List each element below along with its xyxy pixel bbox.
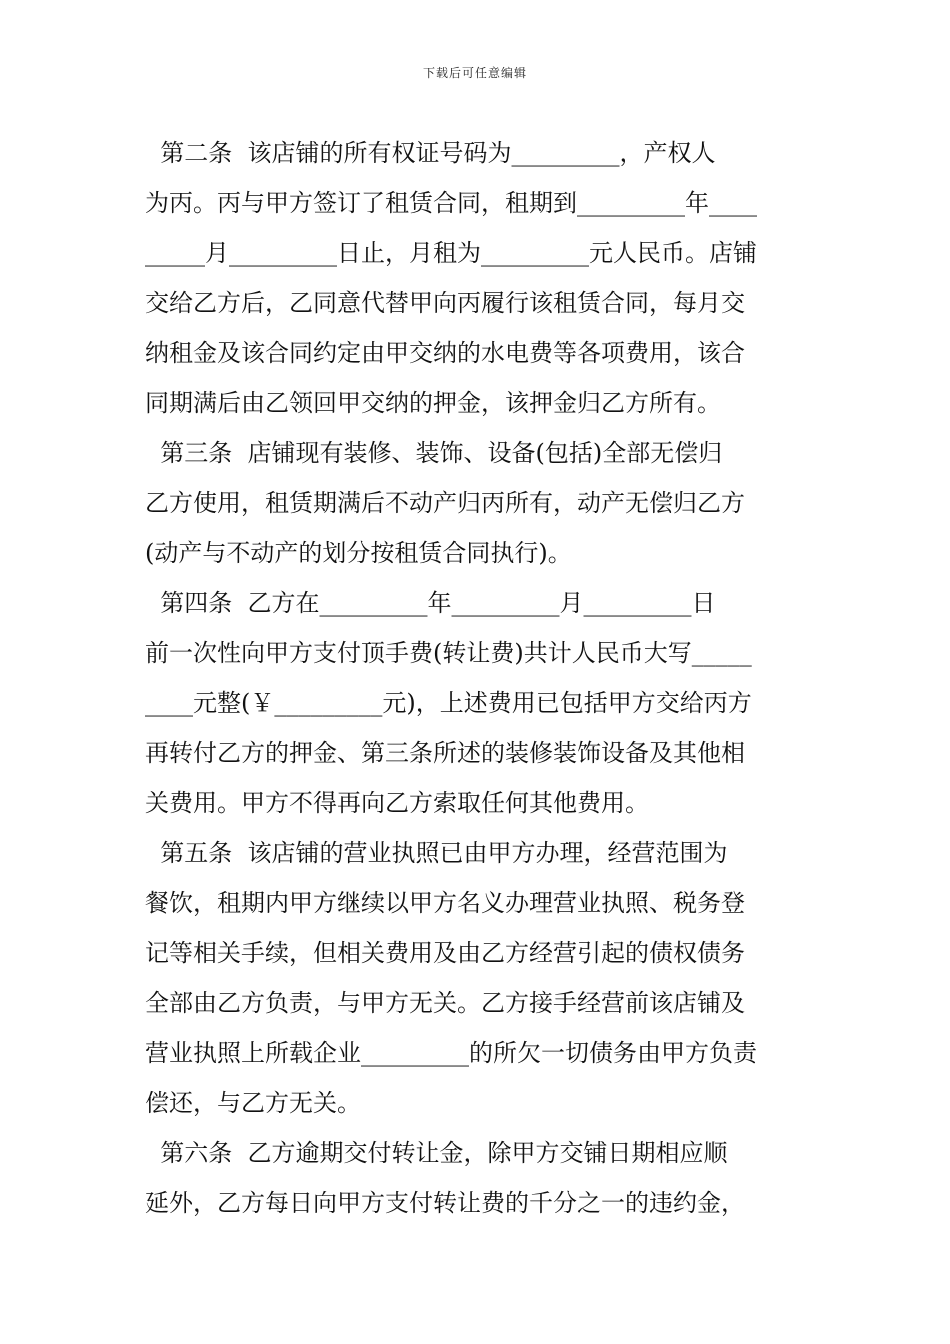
text-line: 第四条 乙方在_________年_________月_________日: [145, 589, 716, 617]
clause-2: [145, 128, 805, 428]
text-line: 第三条 店铺现有装修、装饰、设备(包括)全部无偿归: [145, 439, 723, 467]
text-line: 前一次性向甲方支付顶手费(转让费)共计人民币大写_____: [145, 639, 752, 667]
text-line: 第二条 该店铺的所有权证号码为_________，产权人: [145, 139, 716, 167]
text-line: 纳租金及该合同约定由甲交纳的水电费等各项费用，该合: [145, 339, 745, 367]
text-line: 延外，乙方每日向甲方支付转让费的千分之一的违约金，: [145, 1189, 745, 1217]
text-line: (动产与不动产的划分按租赁合同执行)。: [145, 539, 572, 567]
text-line: 第五条 该店铺的营业执照已由甲方办理，经营范围为: [145, 839, 728, 867]
text-line: 为丙。丙与甲方签订了租赁合同，租期到_________年____: [145, 189, 757, 217]
clause-3: [145, 428, 805, 578]
text-line: 全部由乙方负责，与甲方无关。乙方接手经营前该店铺及: [145, 989, 745, 1017]
page-header: 下载后可任意编辑: [422, 66, 527, 80]
text-line: ____元整(￥_________元)，上述费用已包括甲方交给丙方: [145, 689, 752, 717]
text-line: 乙方使用，租赁期满后不动产归丙所有，动产无偿归乙方: [145, 489, 745, 517]
text-line: 交给乙方后，乙同意代替甲向丙履行该租赁合同，每月交: [145, 289, 745, 317]
clause-6: [145, 1128, 805, 1228]
text-line: 再转付乙方的押金、第三条所述的装修装饰设备及其他相: [145, 739, 745, 767]
document-body: [145, 128, 805, 1228]
text-line: 关费用。甲方不得再向乙方索取任何其他费用。: [145, 789, 649, 817]
text-line: 餐饮，租期内甲方继续以甲方名义办理营业执照、税务登: [145, 889, 745, 917]
text-line: 记等相关手续，但相关费用及由乙方经营引起的债权债务: [145, 939, 745, 967]
clause-5: [145, 828, 805, 1128]
text-line: 营业执照上所载企业_________的所欠一切债务由甲方负责: [145, 1039, 757, 1067]
clause-4: [145, 578, 805, 828]
text-line: 偿还，与乙方无关。: [145, 1089, 361, 1117]
text-line: _____月_________日止，月租为_________元人民币。店铺: [145, 239, 757, 267]
text-line: 同期满后由乙领回甲交纳的押金，该押金归乙方所有。: [145, 389, 721, 417]
text-line: 第六条 乙方逾期交付转让金，除甲方交铺日期相应顺: [145, 1139, 728, 1167]
